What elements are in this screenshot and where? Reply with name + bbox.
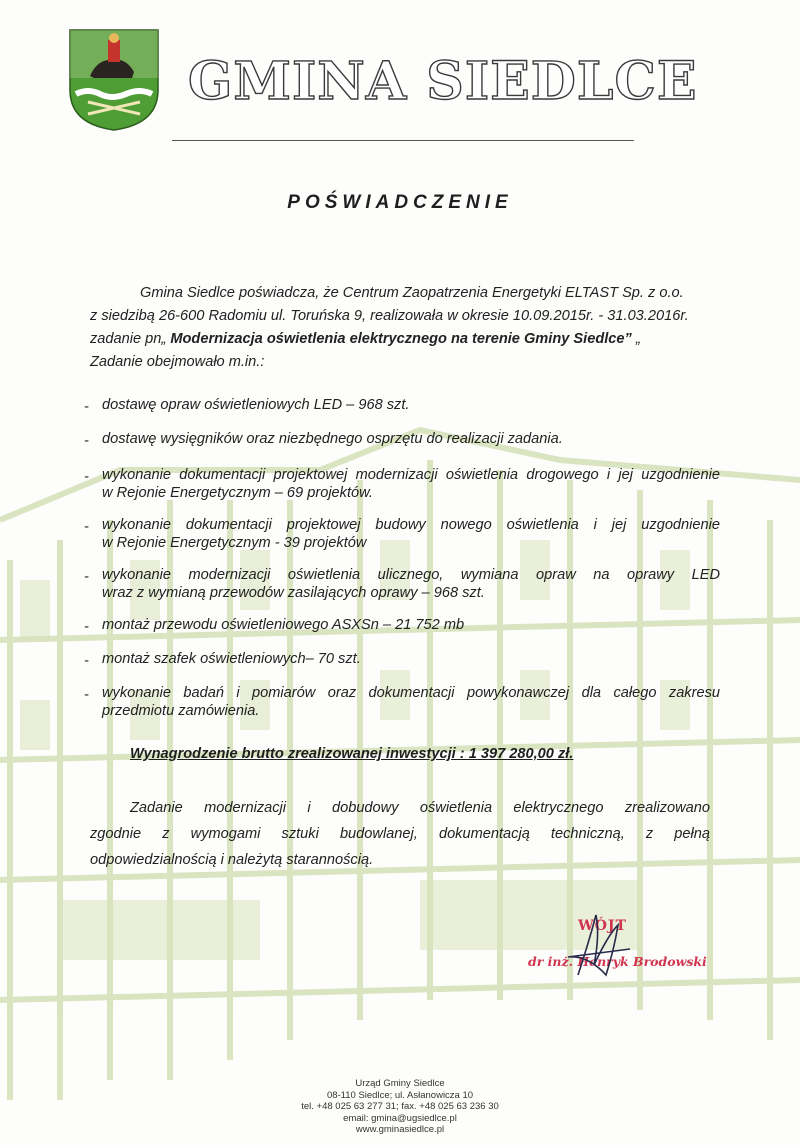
list-item-line: wraz z wymianą przewodów zasilających oprawy – 968 szt. [102, 585, 485, 601]
municipality-title: GMINA SIEDLCE [188, 51, 698, 112]
list-item-line: dostawę opraw oświetleniowych LED – 968 szt. [102, 397, 410, 413]
list-item-line: wykonanie dokumentacji projektowej budowy nowego oświetlenia i jej uzgodnienie [102, 517, 720, 533]
header-divider [172, 140, 634, 141]
footer-email[interactable]: email: gmina@ugsiedlce.pl [343, 1112, 457, 1124]
intro-line-1: Gmina Siedlce poświadcza, że Centrum Zaopatrzenia Energetyki ELTAST Sp. z o.o. [140, 285, 684, 301]
list-item-line: wykonanie modernizacji oświetlenia ulicznego, wymiana opraw na oprawy LED [102, 567, 720, 583]
intro-line-2: z siedzibą 26-600 Radomiu ul. Toruńska 9, realizowała w okresie 10.09.2015r. - 31.03.2016r. [90, 308, 689, 324]
task-name: Modernizacja oświetlenia elektrycznego na terenie Gminy Siedlce” [170, 331, 632, 347]
closing-quote: „ [635, 331, 641, 347]
list-item-line: montaż szafek oświetleniowych– 70 szt. [102, 651, 361, 667]
stamp-role: WÓJT [578, 918, 627, 934]
list-item-line: wykonanie badań i pomiarów oraz dokumentacji powykonawczej dla całego zakresu [102, 685, 720, 701]
list-item-line: w Rejonie Energetycznym – 69 projektów. [102, 485, 373, 501]
stamp-name: dr inż. Henryk Brodowski [528, 954, 707, 969]
closing-line-2: zgodnie z wymogami sztuki budowlanej, dokumentacją techniczną, z pełną [90, 826, 710, 842]
list-item-line: w Rejonie Energetycznym - 39 projektów [102, 535, 367, 551]
list-item-line: montaż przewodu oświetleniowego ASXSn – 21 752 mb [102, 617, 465, 633]
closing-paragraph [90, 795, 710, 873]
payment-amount: Wynagrodzenie brutto zrealizowanej inwestycji : 1 397 280,00 zł. [130, 746, 574, 762]
intro-paragraph [90, 282, 718, 374]
footer-phone: tel. +48 025 63 277 31; fax. +48 025 63 236 30 [301, 1101, 499, 1112]
footer-office: Urząd Gminy Siedlce [355, 1078, 445, 1089]
closing-line-1: Zadanie modernizacji i dobudowy oświetlenia elektrycznego zrealizowano [130, 800, 710, 816]
footer-contact [0, 1078, 800, 1136]
list-item-line: wykonanie dokumentacji projektowej modernizacji oświetlenia drogowego i jej uzgodnienie [102, 467, 720, 483]
handwritten-signature [548, 905, 648, 985]
document-title: POŚWIADCZENIE [287, 192, 513, 213]
footer-address: 08-110 Siedlce; ul. Asłanowicza 10 [326, 1089, 474, 1101]
intro-line-4: Zadanie obejmowało m.in.: [90, 354, 265, 370]
task-prefix: zadanie pn„ [90, 331, 167, 347]
closing-line-3: odpowiedzialnością i należytą starannością. [90, 852, 374, 868]
intro-line-3 [90, 328, 718, 351]
list-item-line: przedmiotu zamówienia. [102, 703, 260, 719]
list-item-line: dostawę wysięgników oraz niezbędnego osprzętu do realizacji zadania. [102, 431, 563, 447]
crest-logo [68, 28, 160, 132]
footer-website[interactable]: www.gminasiedlce.pl [355, 1124, 445, 1135]
